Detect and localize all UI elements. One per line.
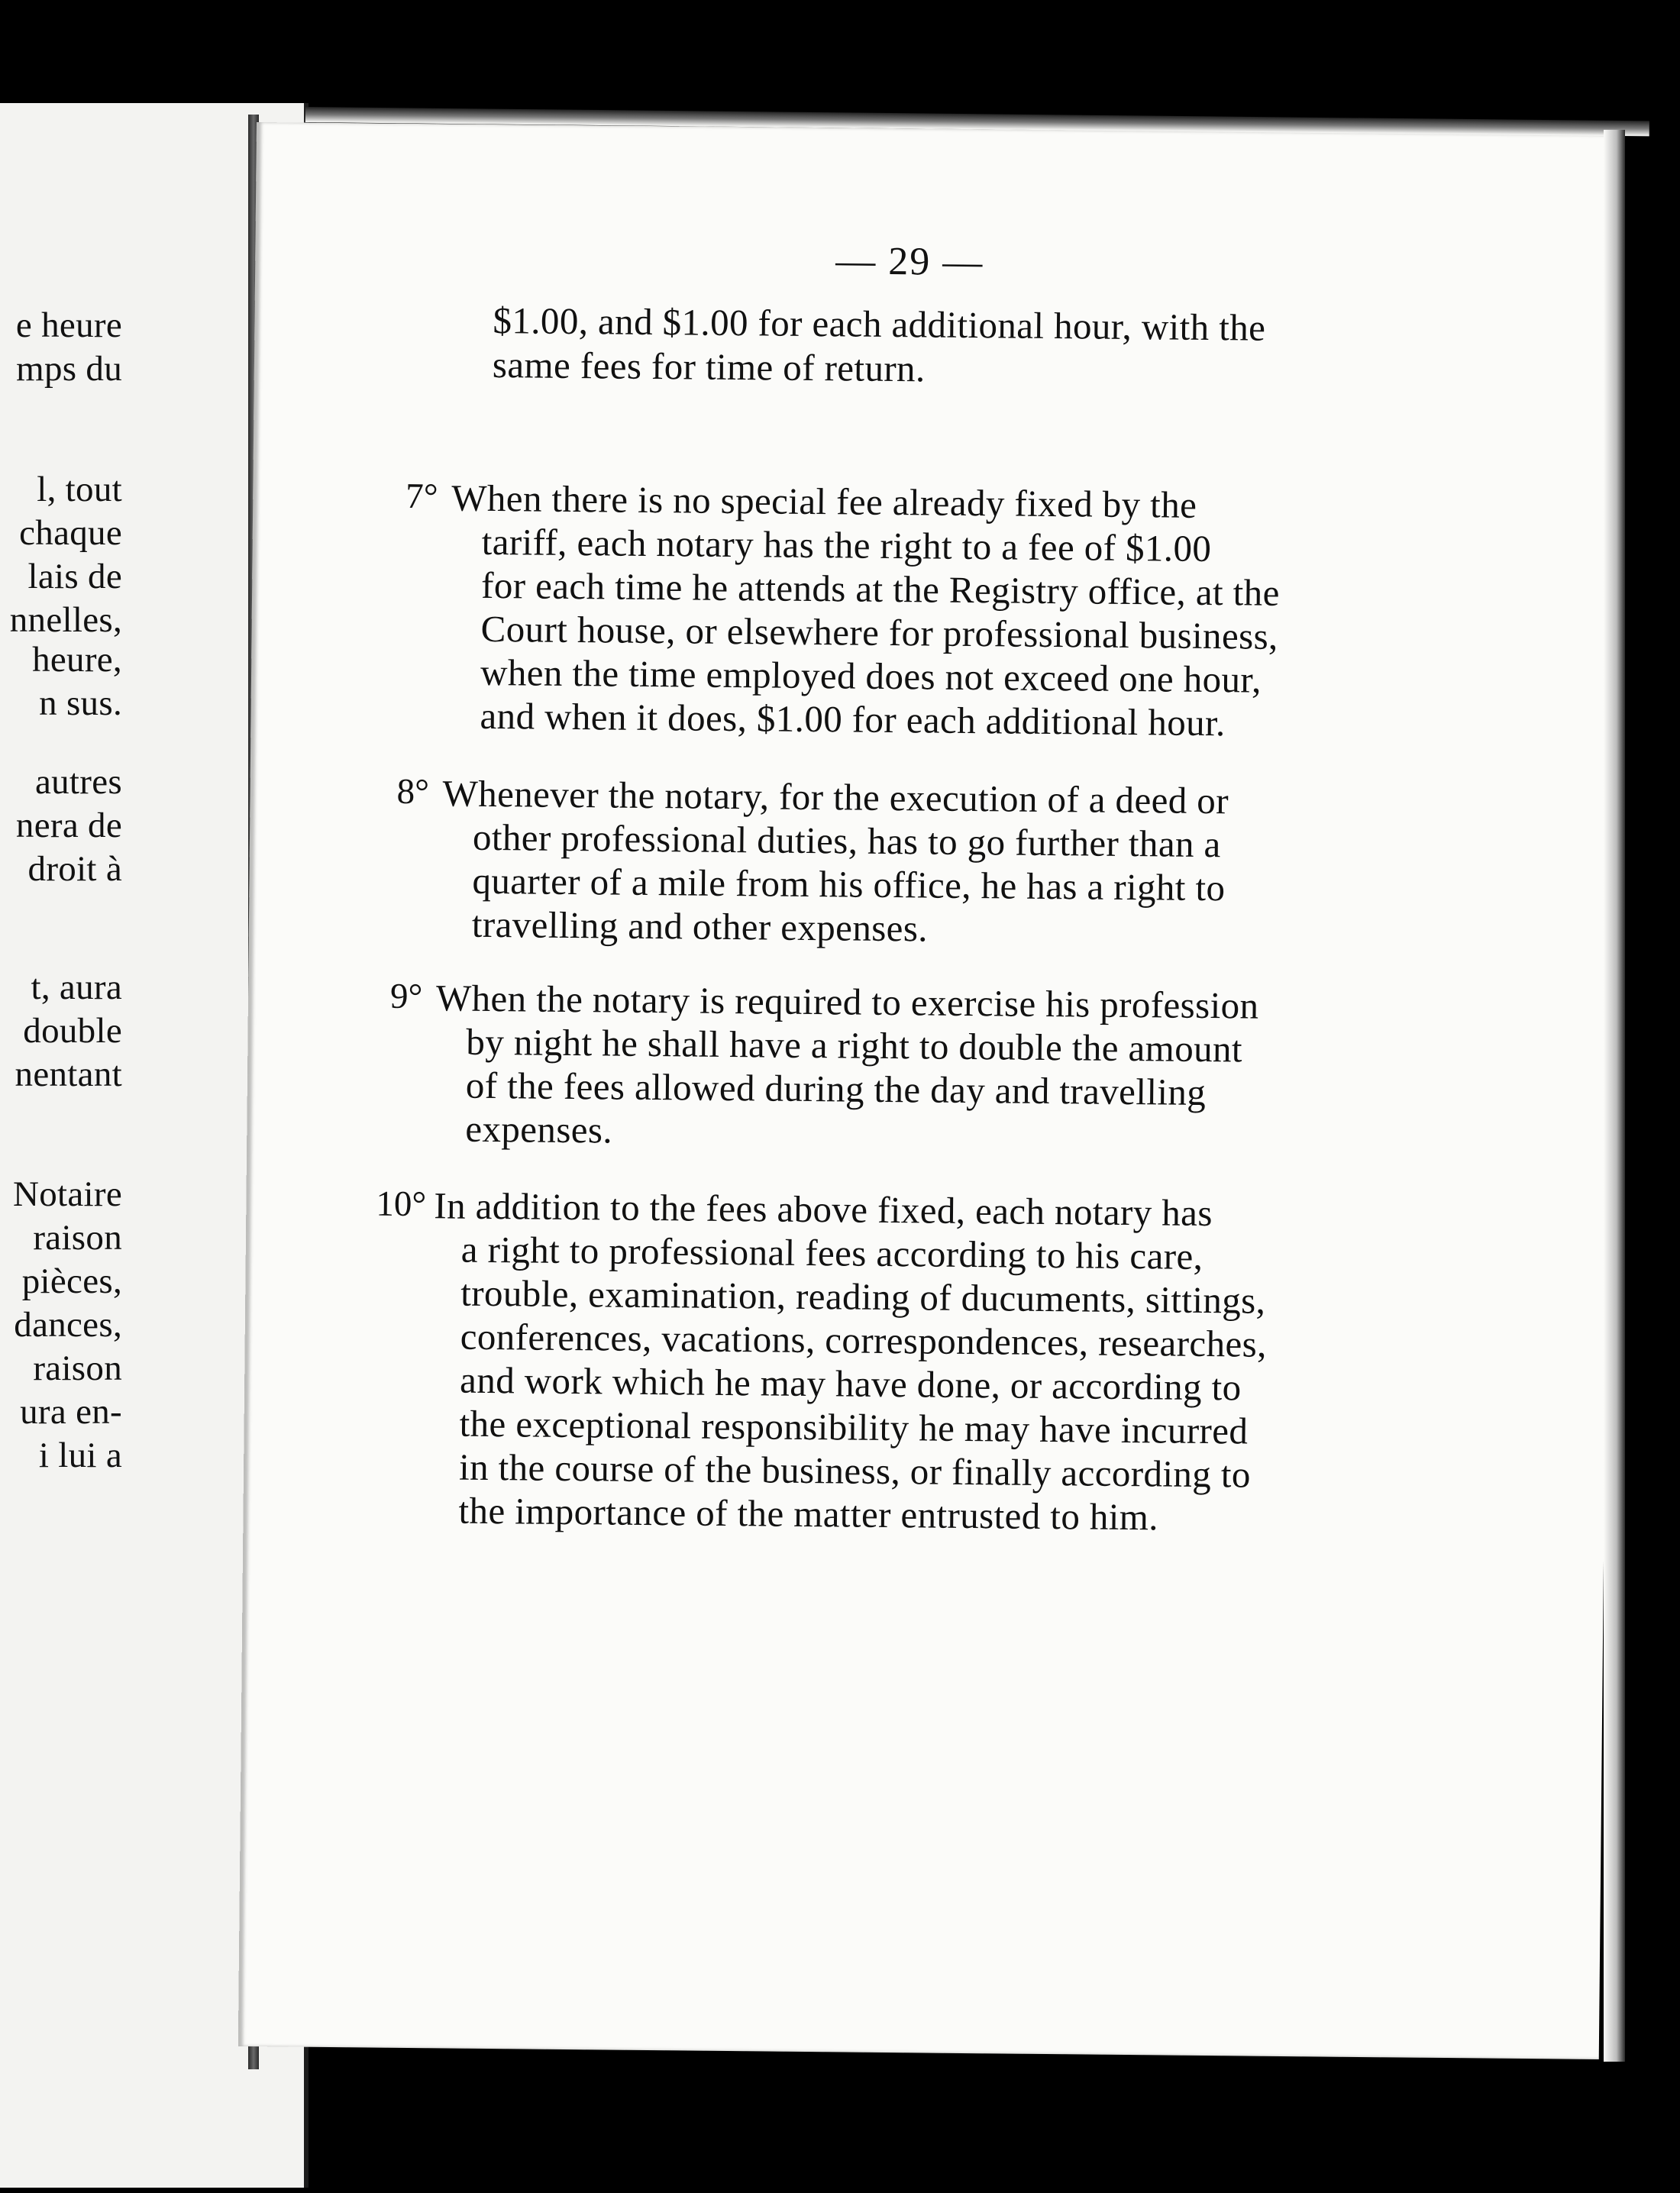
section-7-line: Court house, or elsewhere for professional business, bbox=[480, 607, 1279, 657]
section-7-line: and when it does, $1.00 for each additional hour. bbox=[480, 694, 1226, 744]
section-10-line: the importance of the matter entrusted to him. bbox=[458, 1489, 1159, 1539]
section-7-line: for each time he attends at the Registry office, at the bbox=[480, 564, 1281, 614]
section-9-line: of the fees allowed during the day and travelling bbox=[465, 1064, 1207, 1113]
left-page-line: lais de bbox=[27, 557, 122, 596]
left-page-line: raison bbox=[33, 1348, 122, 1388]
left-page-line: n sus. bbox=[39, 683, 122, 723]
left-page-line: nera de bbox=[15, 806, 122, 845]
section-7-line: when the time employed does not exceed one hour, bbox=[480, 651, 1262, 701]
left-page-line: t, aura bbox=[31, 967, 122, 1007]
section-10-line: the exceptional responsibility he may have incurred bbox=[459, 1402, 1249, 1452]
section-8-line: Whenever the notary, for the execution of a deed or bbox=[442, 772, 1229, 822]
left-page-line: i lui a bbox=[38, 1436, 122, 1475]
section-9-line: When the notary is required to exercise his profession bbox=[435, 977, 1259, 1027]
left-page-line: heure, bbox=[32, 640, 122, 680]
right-page bbox=[238, 122, 1617, 2059]
section-7-line: When there is no special fee already fixed by the bbox=[451, 476, 1197, 526]
section-8-line: quarter of a mile from his office, he has a right to bbox=[472, 859, 1226, 909]
left-page-line: pièces, bbox=[21, 1261, 122, 1301]
section-10-line: trouble, examination, reading of ducuments, sittings, bbox=[460, 1271, 1266, 1322]
section-marker-7: 7° bbox=[405, 476, 438, 517]
section-10-line: and work which he may have done, or according to bbox=[459, 1358, 1242, 1409]
left-page-line: double bbox=[23, 1011, 122, 1051]
section-marker-9: 9° bbox=[389, 976, 423, 1017]
continuation-line: $1.00, and $1.00 for each additional hour, with the bbox=[493, 299, 1266, 349]
section-8-line: travelling and other expenses. bbox=[471, 903, 929, 950]
left-page-line: ura en- bbox=[20, 1392, 122, 1432]
section-marker-8: 8° bbox=[396, 771, 430, 812]
page-number: — 29 — bbox=[835, 239, 984, 285]
section-10-line: In addition to the fees above fixed, each notary has bbox=[434, 1184, 1213, 1235]
section-9-line: by night he shall have a right to double the amount bbox=[466, 1020, 1243, 1071]
left-page-line: e heure bbox=[15, 305, 122, 345]
section-10-line: in the course of the business, or finally according to bbox=[458, 1445, 1252, 1496]
section-9-line: expenses. bbox=[465, 1107, 613, 1151]
left-page-line: Notaire bbox=[12, 1174, 122, 1214]
left-page-line: autres bbox=[34, 762, 122, 802]
left-page-line: dances, bbox=[14, 1305, 122, 1345]
left-page-line: droit à bbox=[27, 849, 122, 889]
left-page-line: raison bbox=[33, 1218, 122, 1258]
section-10-line: conferences, vacations, correspondences, researches, bbox=[460, 1315, 1268, 1365]
section-7-line: tariff, each notary has the right to a fee of $1.00 bbox=[481, 520, 1212, 570]
left-page-line: chaque bbox=[19, 513, 122, 553]
page-right-edge bbox=[1604, 130, 1625, 2062]
section-marker-10: 10° bbox=[376, 1184, 427, 1225]
left-page-line: nentant bbox=[15, 1055, 122, 1094]
section-8-line: other professional duties, has to go further than a bbox=[472, 816, 1221, 866]
continuation-line: same fees for time of return. bbox=[492, 343, 926, 390]
left-page-line: l, tout bbox=[37, 470, 122, 509]
left-page-line: mps du bbox=[16, 349, 122, 389]
left-page-line: nnelles, bbox=[9, 600, 122, 640]
section-10-line: a right to professional fees according to his care, bbox=[460, 1228, 1203, 1277]
